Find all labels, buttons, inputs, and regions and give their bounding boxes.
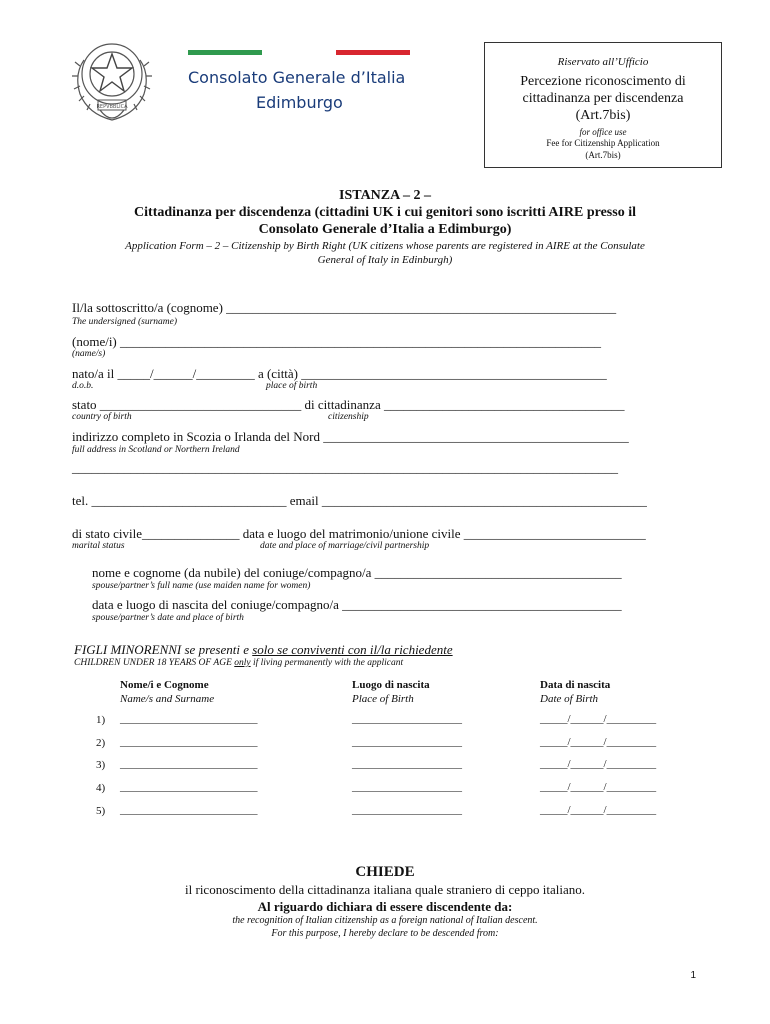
surname-label-en: The undersigned (surname)	[72, 317, 178, 327]
col-place-header: Luogo di nascita	[352, 679, 430, 691]
request-text: il riconoscimento della cittadinanza italiana quale straniero di ceppo italiano.	[185, 882, 585, 897]
birth-field[interactable]: nato/a il _____/______/_________ a (città) _______________________________________________	[72, 366, 607, 381]
form-title-line2: Cittadinanza per discendenza (cittadini UK i cui genitori sono iscritti AIRE presso il	[134, 205, 636, 220]
surname-field[interactable]: Il/la sottoscritto/a (cognome) ____________________________________________________________	[72, 300, 617, 315]
child-date-field[interactable]: _____/______/_________	[540, 781, 657, 793]
form-title-en: Application Form – 2 – Citizenship by Birth Right (UK citizens whose parents are registered in AIRE at the Consulate	[125, 240, 645, 252]
italian-republic-emblem-icon	[70, 30, 154, 128]
office-box-article: (Art.7bis)	[575, 108, 631, 123]
child-name-field[interactable]: _________________________	[120, 804, 258, 816]
address-label-en: full address in Scotland or Northern Ireland	[72, 445, 240, 455]
col-date-header-en: Date of Birth	[540, 693, 599, 705]
marriage-label-en: date and place of marriage/civil partnership	[260, 541, 430, 551]
children-heading-en-prefix: CHILDREN UNDER 18 YEARS OF AGE	[74, 658, 235, 668]
form-title: ISTANZA – 2 –	[339, 188, 431, 203]
pob-label-en: place of birth	[266, 381, 318, 391]
child-date-field[interactable]: _____/______/_________	[540, 736, 657, 748]
tel-email-field[interactable]: tel. ______________________________ email __________________________________________________	[72, 493, 647, 508]
office-box-title: Percezione riconoscimento di cittadinanza per discendenza	[520, 74, 686, 106]
dob-label-en: d.o.b.	[72, 381, 94, 391]
state-citizenship-field[interactable]: stato _______________________________ di cittadinanza _____________________________________	[72, 397, 625, 412]
office-article-en: (Art.7bis)	[585, 150, 621, 160]
request-heading: CHIEDE	[355, 864, 415, 880]
children-heading	[74, 642, 453, 658]
office-fee-label: Fee for Citizenship Application	[546, 138, 660, 148]
child-name-field[interactable]: _________________________	[120, 736, 258, 748]
form-title-line3: Consolato Generale d’Italia a Edimburgo)	[258, 222, 512, 237]
italian-flag-bar	[188, 50, 410, 55]
child-name-field[interactable]: _________________________	[120, 713, 258, 725]
children-heading-prefix: FIGLI MINORENNI se presenti e	[74, 642, 253, 657]
request-text-en: the recognition of Italian citizenship as a foreign national of Italian descent.	[232, 915, 538, 926]
children-heading-en-underlined: only	[234, 658, 251, 668]
col-name-header: Nome/i e Cognome	[120, 679, 209, 691]
descent-declaration-en: For this purpose, I hereby declare to be descended from:	[271, 928, 499, 939]
children-heading-en-suffix: if living permanently with the applicant	[250, 658, 404, 668]
child-place-field[interactable]: ____________________	[352, 713, 462, 725]
office-use-label: for office use	[579, 127, 627, 137]
child-name-field[interactable]: _________________________	[120, 781, 258, 793]
child-row-number: 5)	[96, 805, 106, 817]
col-date-header: Data di nascita	[540, 679, 611, 691]
children-heading-underlined: solo se conviventi con il/la richiedente	[252, 642, 453, 657]
col-name-header-en: Name/s and Surname	[120, 693, 215, 705]
consulate-name: Consolato Generale d’Italia	[188, 68, 406, 87]
office-reserved-label: Riservato all’Ufficio	[557, 56, 649, 68]
child-row-number: 4)	[96, 782, 106, 794]
child-place-field[interactable]: ____________________	[352, 758, 462, 770]
child-date-field[interactable]: _____/______/_________	[540, 713, 657, 725]
consulate-city: Edimburgo	[256, 93, 343, 112]
svg-text:REPVBBLICA: REPVBBLICA	[96, 104, 128, 110]
child-row-number: 3)	[96, 759, 106, 771]
child-row-number: 2)	[96, 737, 106, 749]
spouse-birth-field[interactable]: data e luogo di nascita del coniuge/compagno/a ___________________________________________	[92, 597, 622, 612]
name-label-en: (name/s)	[72, 349, 106, 359]
page-number: 1	[690, 970, 696, 981]
child-place-field[interactable]: ____________________	[352, 781, 462, 793]
name-field[interactable]: (nome/i) __________________________________________________________________________	[72, 334, 602, 349]
office-use-box	[484, 42, 722, 168]
children-heading-en	[74, 658, 403, 668]
form-title-en-line2: General of Italy in Edinburgh)	[317, 254, 453, 266]
child-date-field[interactable]: _____/______/_________	[540, 758, 657, 770]
country-label-en: country of birth	[72, 412, 132, 422]
address-field[interactable]: indirizzo completo in Scozia o Irlanda del Nord _______________________________________________	[72, 429, 629, 444]
spouse-birth-label-en: spouse/partner’s date and place of birth	[92, 613, 244, 623]
descent-declaration: Al riguardo dichiara di essere discendente da:	[257, 899, 513, 914]
civil-status-field[interactable]: di stato civile_______________ data e luogo del matrimonio/unione civile ____________________________	[72, 526, 646, 541]
child-place-field[interactable]: ____________________	[352, 804, 462, 816]
spouse-name-field[interactable]: nome e cognome (da nubile) del coniuge/compagno/a ______________________________________	[92, 565, 622, 580]
child-name-field[interactable]: _________________________	[120, 758, 258, 770]
col-place-header-en: Place of Birth	[352, 693, 414, 705]
child-place-field[interactable]: ____________________	[352, 736, 462, 748]
spouse-name-label-en: spouse/partner’s full name (use maiden name for women)	[92, 581, 311, 591]
child-date-field[interactable]: _____/______/_________	[540, 804, 657, 816]
citizenship-label-en: citizenship	[328, 412, 369, 422]
address-field-line2[interactable]: ____________________________________________________________________________________	[72, 460, 618, 475]
child-row-number: 1)	[96, 714, 106, 726]
marital-status-label-en: marital status	[72, 541, 125, 551]
